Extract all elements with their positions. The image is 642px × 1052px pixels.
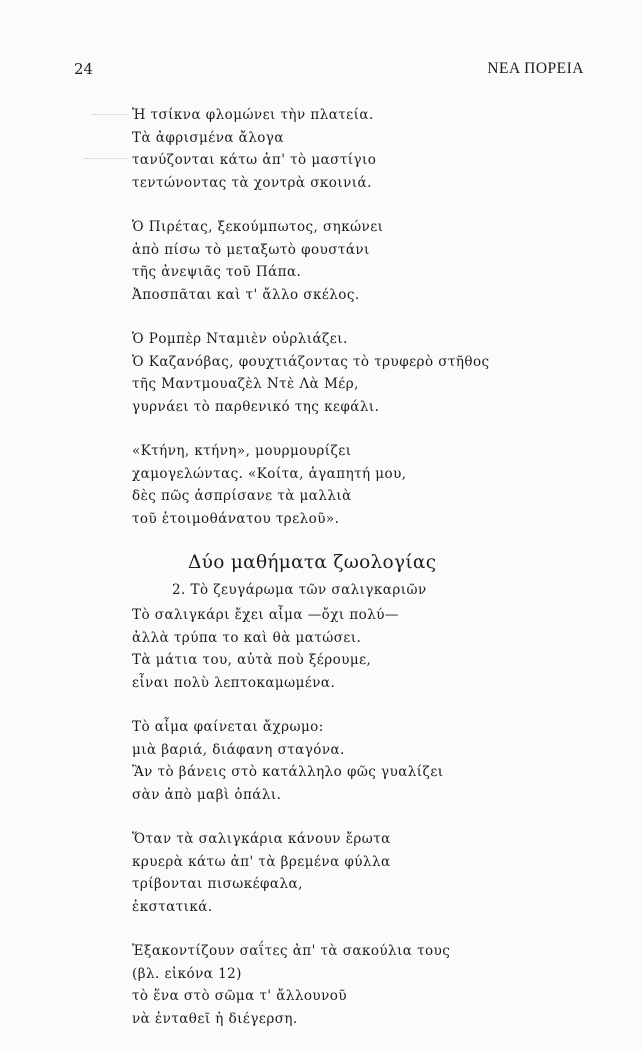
poem-line: Τὸ σαλιγκάρι ἔχει αἷμα —ὄχι πολύ—	[132, 607, 399, 623]
poem-line: Ὁ Ρομπὲρ Νταμιὲν οὐρλιάζει.	[132, 331, 348, 347]
stanza	[132, 216, 602, 306]
poem-line: νὰ ἐνταθεῖ ἡ διέγερση.	[132, 1010, 298, 1027]
page-header	[74, 60, 584, 82]
poem-line: Ὁ Πιρέτας, ξεκούμπωτος, σηκώνει	[132, 219, 384, 235]
section-title: Δύο μαθήματα ζωολογίας	[188, 552, 437, 573]
faint-mark	[92, 114, 128, 115]
stanza	[132, 604, 602, 694]
poem-line: Ἀποσπᾶται καὶ τ' ἄλλο σκέλος.	[132, 286, 360, 303]
poem-line: μιὰ βαριά, διάφανη σταγόνα.	[132, 741, 345, 758]
poem-line: τῆς Μαντμουαζὲλ Ντὲ Λὰ Μέρ,	[132, 376, 359, 392]
stanza	[132, 328, 602, 418]
poem-line: τοῦ ἑτοιμοθάνατου τρελοῦ».	[132, 510, 340, 527]
poem-line: τὸ ἕνα στὸ σῶμα τ' ἄλλουνοῦ	[132, 988, 347, 1004]
stanza	[132, 104, 602, 194]
poem-line: γυρνάει τὸ παρθενικό της κεφάλι.	[132, 398, 380, 415]
faint-mark	[84, 158, 128, 159]
poem-body	[132, 104, 602, 1052]
poem-line: Ἡ τσίκνα φλομώνει τὴν πλατεία.	[132, 107, 374, 123]
poem-line: τεντώνοντας τὰ χοντρὰ σκοινιά.	[132, 174, 372, 191]
poem-line: σὰν ἀπὸ μαβὶ ὀπάλι.	[132, 786, 282, 803]
poem-line: ἀλλὰ τρύπα το καὶ θὰ ματώσει.	[132, 629, 362, 646]
poem-line: Ἐξακοντίζουν σαΐτες ἀπ' τὰ σακούλια τους	[132, 943, 451, 959]
poem-line: Τὰ ἀφρισμένα ἄλογα	[132, 129, 284, 146]
poem-line: χαμογελώντας. «Κοίτα, ἀγαπητή μου,	[132, 465, 407, 482]
poem-line: Τὸ αἷμα φαίνεται ἄχρωμο:	[132, 719, 324, 735]
stanza	[132, 716, 602, 806]
poem-line: δὲς πῶς ἀσπρίσανε τὰ μαλλιὰ	[132, 488, 352, 504]
poem-line: Τὰ μάτια του, αὐτὰ ποὺ ξέρουμε,	[132, 652, 372, 668]
stanza	[132, 940, 602, 1030]
poem-line: τῆς ἀνεψιᾶς τοῦ Πάπα.	[132, 264, 302, 280]
poem-line: ἐκστατικά.	[132, 898, 213, 915]
stanza	[132, 440, 602, 530]
poem-line: τρίβονται πισωκέφαλα,	[132, 876, 303, 892]
stanza	[132, 828, 602, 918]
poem-line: Ἂν τὸ βάνεις στὸ κατάλληλο φῶς γυαλίζει	[132, 764, 444, 780]
poem-line: Ὅταν τὰ σαλιγκάρια κάνουν ἔρωτα	[132, 831, 391, 847]
poem-line: (βλ. εἰκόνα 12)	[132, 965, 242, 982]
poem-line: εἶναι πολὺ λεπτοκαμωμένα.	[132, 674, 336, 691]
page-number: 24	[74, 60, 94, 78]
poem-line: κρυερὰ κάτω ἀπ' τὰ βρεμένα φύλλα	[132, 853, 391, 870]
poem-line: «Κτήνη, κτήνη», μουρμουρίζει	[132, 443, 352, 459]
poem-line: ἀπὸ πίσω τὸ μεταξωτὸ φουστάνι	[132, 241, 370, 258]
poem-line: τανύζονται κάτω ἀπ' τὸ μαστίγιο	[132, 152, 377, 168]
section-subtitle: 2. Τὸ ζευγάρωμα τῶν σαλιγκαριῶν	[172, 582, 427, 598]
running-head: ΝΕΑ ΠΟΡΕΙΑ	[487, 60, 584, 77]
poem-line: Ὁ Καζανόβας, φουχτιάζοντας τὸ τρυφερὸ στῆθος	[132, 353, 490, 370]
